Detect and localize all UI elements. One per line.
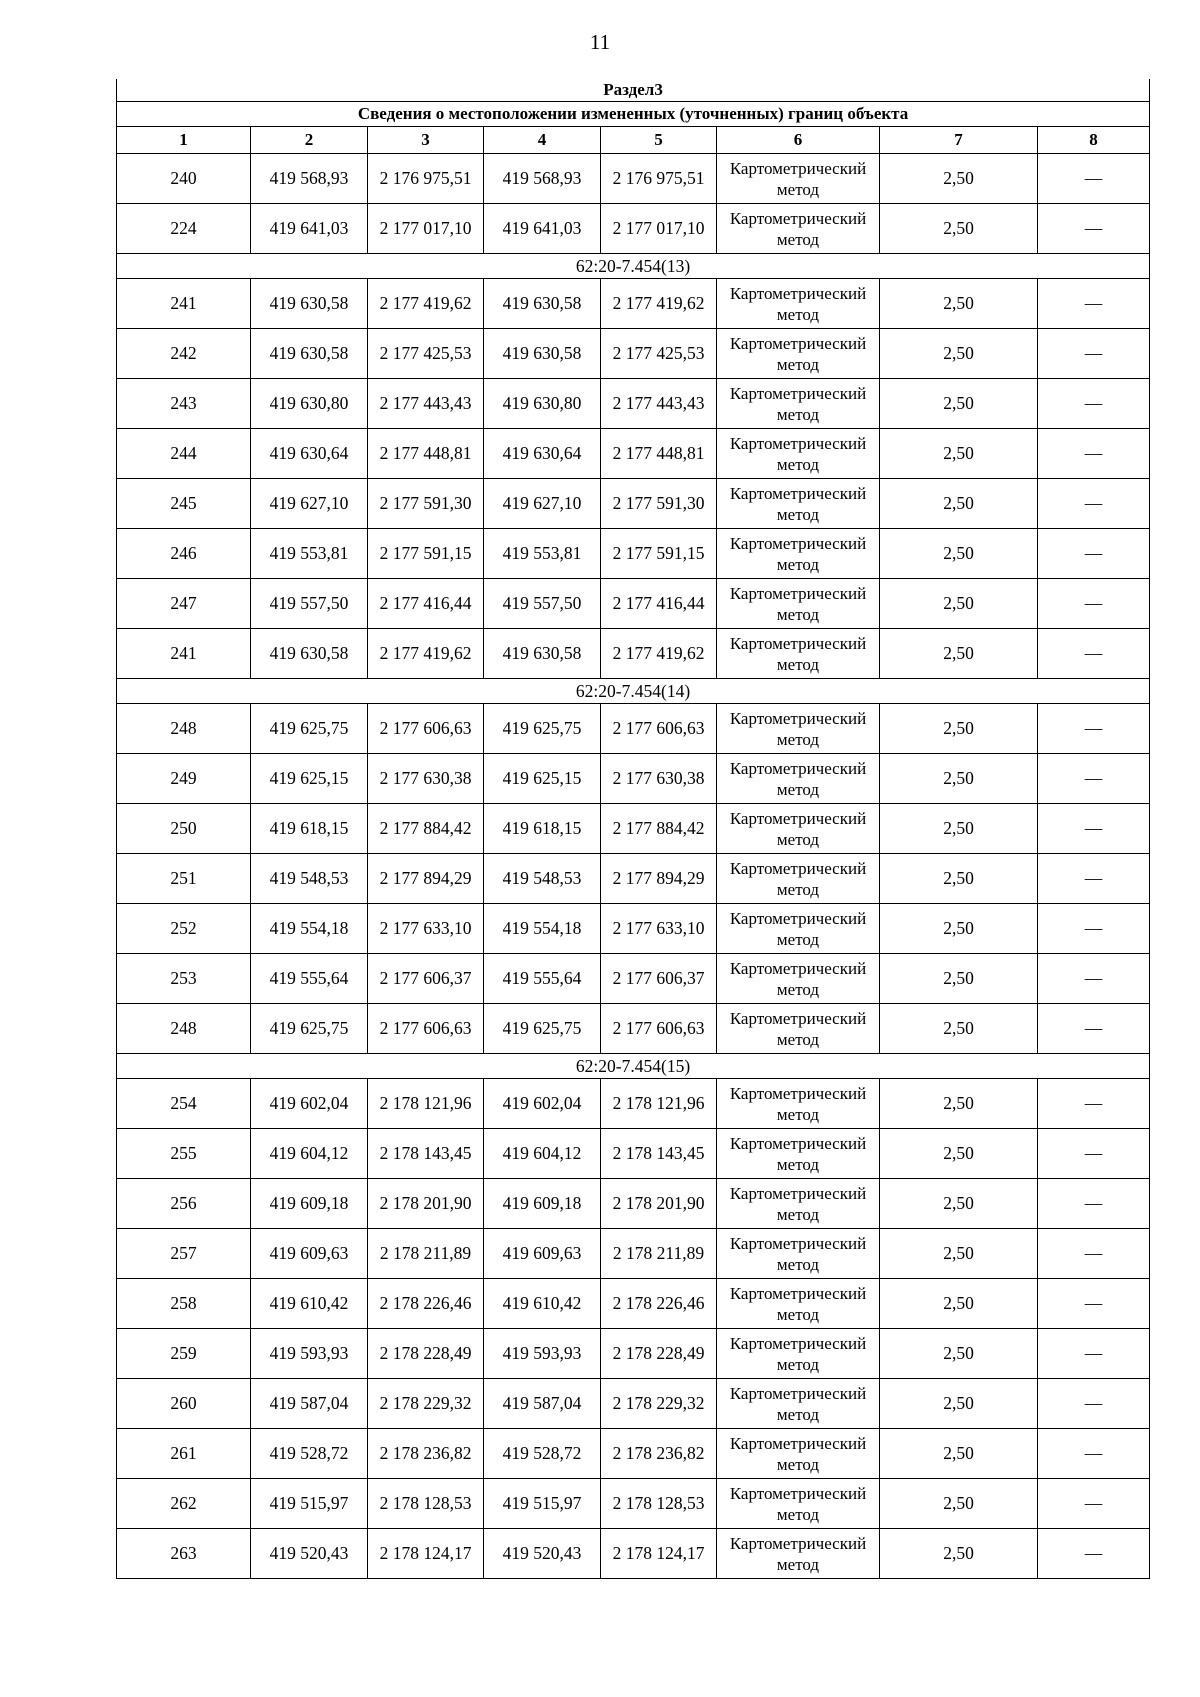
y-coordinate-refined: 2 177 017,10: [601, 204, 717, 254]
y-coordinate-refined: 2 178 226,46: [601, 1279, 717, 1329]
point-number: 259: [117, 1329, 251, 1379]
accuracy-value: 2,50: [880, 1229, 1038, 1279]
point-number: 249: [117, 754, 251, 804]
x-coordinate-refined: 419 618,15: [484, 804, 601, 854]
table-row: [117, 1329, 1150, 1379]
y-coordinate-existing: 2 177 633,10: [368, 904, 484, 954]
x-coordinate-existing: 419 641,03: [251, 204, 368, 254]
x-coordinate-existing: 419 604,12: [251, 1129, 368, 1179]
y-coordinate-existing: 2 177 884,42: [368, 804, 484, 854]
table-row: [117, 1079, 1150, 1129]
x-coordinate-refined: 419 554,18: [484, 904, 601, 954]
table-row: [117, 1179, 1150, 1229]
parcel-group-row: [117, 1054, 1150, 1079]
x-coordinate-refined: 419 568,93: [484, 154, 601, 204]
accuracy-value: 2,50: [880, 379, 1038, 429]
x-coordinate-existing: 419 602,04: [251, 1079, 368, 1129]
point-number: 257: [117, 1229, 251, 1279]
y-coordinate-refined: 2 178 128,53: [601, 1479, 717, 1529]
accuracy-value: 2,50: [880, 904, 1038, 954]
x-coordinate-refined: 419 625,75: [484, 1004, 601, 1054]
y-coordinate-refined: 2 177 416,44: [601, 579, 717, 629]
x-coordinate-refined: 419 610,42: [484, 1279, 601, 1329]
accuracy-value: 2,50: [880, 754, 1038, 804]
column-number: 3: [368, 127, 484, 154]
empty-marker: —: [1038, 1379, 1150, 1429]
table-row: [117, 804, 1150, 854]
x-coordinate-existing: 419 630,58: [251, 629, 368, 679]
y-coordinate-existing: 2 177 419,62: [368, 279, 484, 329]
y-coordinate-existing: 2 177 448,81: [368, 429, 484, 479]
y-coordinate-existing: 2 176 975,51: [368, 154, 484, 204]
y-coordinate-refined: 2 177 606,37: [601, 954, 717, 1004]
table-row: [117, 379, 1150, 429]
x-coordinate-refined: 419 625,75: [484, 704, 601, 754]
point-number: 263: [117, 1529, 251, 1579]
empty-marker: —: [1038, 379, 1150, 429]
x-coordinate-refined: 419 630,64: [484, 429, 601, 479]
accuracy-value: 2,50: [880, 1004, 1038, 1054]
x-coordinate-existing: 419 555,64: [251, 954, 368, 1004]
x-coordinate-existing: 419 625,15: [251, 754, 368, 804]
x-coordinate-refined: 419 625,15: [484, 754, 601, 804]
determination-method: Картометрический метод: [717, 704, 880, 754]
accuracy-value: 2,50: [880, 579, 1038, 629]
table-title: Сведения о местоположении измененных (уточненных) границ объекта: [117, 102, 1150, 127]
determination-method: Картометрический метод: [717, 154, 880, 204]
table-row: [117, 854, 1150, 904]
y-coordinate-refined: 2 178 143,45: [601, 1129, 717, 1179]
table-row: [117, 1279, 1150, 1329]
empty-marker: —: [1038, 1129, 1150, 1179]
column-number: 2: [251, 127, 368, 154]
determination-method: Картометрический метод: [717, 1229, 880, 1279]
x-coordinate-refined: 419 553,81: [484, 529, 601, 579]
table-row: [117, 579, 1150, 629]
point-number: 240: [117, 154, 251, 204]
point-number: 252: [117, 904, 251, 954]
y-coordinate-existing: 2 177 443,43: [368, 379, 484, 429]
determination-method: Картометрический метод: [717, 1529, 880, 1579]
y-coordinate-existing: 2 178 124,17: [368, 1529, 484, 1579]
point-number: 241: [117, 279, 251, 329]
x-coordinate-existing: 419 528,72: [251, 1429, 368, 1479]
y-coordinate-refined: 2 177 884,42: [601, 804, 717, 854]
empty-marker: —: [1038, 329, 1150, 379]
empty-marker: —: [1038, 204, 1150, 254]
determination-method: Картометрический метод: [717, 1329, 880, 1379]
point-number: 248: [117, 704, 251, 754]
determination-method: Картометрический метод: [717, 529, 880, 579]
table-row: [117, 479, 1150, 529]
y-coordinate-existing: 2 177 591,15: [368, 529, 484, 579]
section-title: Раздел3: [117, 79, 1150, 102]
x-coordinate-refined: 419 630,58: [484, 629, 601, 679]
x-coordinate-existing: 419 515,97: [251, 1479, 368, 1529]
determination-method: Картометрический метод: [717, 754, 880, 804]
x-coordinate-refined: 419 609,18: [484, 1179, 601, 1229]
x-coordinate-refined: 419 630,80: [484, 379, 601, 429]
point-number: 260: [117, 1379, 251, 1429]
y-coordinate-existing: 2 177 017,10: [368, 204, 484, 254]
empty-marker: —: [1038, 1479, 1150, 1529]
table-row: [117, 1529, 1150, 1579]
empty-marker: —: [1038, 854, 1150, 904]
determination-method: Картометрический метод: [717, 1479, 880, 1529]
determination-method: Картометрический метод: [717, 1129, 880, 1179]
empty-marker: —: [1038, 629, 1150, 679]
accuracy-value: 2,50: [880, 1379, 1038, 1429]
y-coordinate-existing: 2 177 606,37: [368, 954, 484, 1004]
empty-marker: —: [1038, 954, 1150, 1004]
y-coordinate-existing: 2 177 894,29: [368, 854, 484, 904]
y-coordinate-existing: 2 177 416,44: [368, 579, 484, 629]
column-number: 8: [1038, 127, 1150, 154]
table-row: [117, 1129, 1150, 1179]
accuracy-value: 2,50: [880, 1079, 1038, 1129]
x-coordinate-refined: 419 593,93: [484, 1329, 601, 1379]
table-body: [117, 154, 1150, 1579]
point-number: 224: [117, 204, 251, 254]
x-coordinate-refined: 419 630,58: [484, 279, 601, 329]
point-number: 262: [117, 1479, 251, 1529]
point-number: 242: [117, 329, 251, 379]
accuracy-value: 2,50: [880, 279, 1038, 329]
parcel-group-label: 62:20-7.454(13): [117, 254, 1150, 279]
column-number: 7: [880, 127, 1038, 154]
point-number: 261: [117, 1429, 251, 1479]
determination-method: Картометрический метод: [717, 1429, 880, 1479]
x-coordinate-refined: 419 555,64: [484, 954, 601, 1004]
determination-method: Картометрический метод: [717, 479, 880, 529]
column-number: 6: [717, 127, 880, 154]
determination-method: Картометрический метод: [717, 804, 880, 854]
x-coordinate-existing: 419 630,58: [251, 279, 368, 329]
section-title-row: [117, 79, 1150, 102]
accuracy-value: 2,50: [880, 1529, 1038, 1579]
empty-marker: —: [1038, 1229, 1150, 1279]
point-number: 254: [117, 1079, 251, 1129]
empty-marker: —: [1038, 1529, 1150, 1579]
y-coordinate-existing: 2 177 425,53: [368, 329, 484, 379]
y-coordinate-refined: 2 177 606,63: [601, 1004, 717, 1054]
table-row: [117, 429, 1150, 479]
x-coordinate-existing: 419 593,93: [251, 1329, 368, 1379]
x-coordinate-refined: 419 641,03: [484, 204, 601, 254]
empty-marker: —: [1038, 804, 1150, 854]
accuracy-value: 2,50: [880, 804, 1038, 854]
table-row: [117, 1379, 1150, 1429]
y-coordinate-refined: 2 178 211,89: [601, 1229, 717, 1279]
table-row: [117, 1429, 1150, 1479]
point-number: 246: [117, 529, 251, 579]
point-number: 248: [117, 1004, 251, 1054]
determination-method: Картометрический метод: [717, 1379, 880, 1429]
x-coordinate-refined: 419 515,97: [484, 1479, 601, 1529]
empty-marker: —: [1038, 1079, 1150, 1129]
point-number: 253: [117, 954, 251, 1004]
determination-method: Картометрический метод: [717, 1004, 880, 1054]
y-coordinate-existing: 2 178 143,45: [368, 1129, 484, 1179]
accuracy-value: 2,50: [880, 204, 1038, 254]
x-coordinate-existing: 419 520,43: [251, 1529, 368, 1579]
x-coordinate-refined: 419 520,43: [484, 1529, 601, 1579]
x-coordinate-refined: 419 528,72: [484, 1429, 601, 1479]
y-coordinate-existing: 2 178 121,96: [368, 1079, 484, 1129]
y-coordinate-refined: 2 176 975,51: [601, 154, 717, 204]
y-coordinate-existing: 2 178 236,82: [368, 1429, 484, 1479]
x-coordinate-existing: 419 630,80: [251, 379, 368, 429]
page-number: 11: [589, 30, 611, 54]
x-coordinate-refined: 419 630,58: [484, 329, 601, 379]
determination-method: Картометрический метод: [717, 579, 880, 629]
empty-marker: —: [1038, 529, 1150, 579]
y-coordinate-refined: 2 177 448,81: [601, 429, 717, 479]
point-number: 255: [117, 1129, 251, 1179]
determination-method: Картометрический метод: [717, 279, 880, 329]
x-coordinate-existing: 419 625,75: [251, 704, 368, 754]
x-coordinate-existing: 419 554,18: [251, 904, 368, 954]
determination-method: Картометрический метод: [717, 429, 880, 479]
parcel-group-row: [117, 254, 1150, 279]
y-coordinate-existing: 2 177 606,63: [368, 704, 484, 754]
empty-marker: —: [1038, 1329, 1150, 1379]
point-number: 243: [117, 379, 251, 429]
determination-method: Картометрический метод: [717, 1079, 880, 1129]
accuracy-value: 2,50: [880, 1279, 1038, 1329]
point-number: 250: [117, 804, 251, 854]
accuracy-value: 2,50: [880, 1329, 1038, 1379]
accuracy-value: 2,50: [880, 329, 1038, 379]
x-coordinate-refined: 419 627,10: [484, 479, 601, 529]
accuracy-value: 2,50: [880, 1429, 1038, 1479]
x-coordinate-existing: 419 625,75: [251, 1004, 368, 1054]
empty-marker: —: [1038, 1429, 1150, 1479]
y-coordinate-refined: 2 177 591,15: [601, 529, 717, 579]
point-number: 247: [117, 579, 251, 629]
x-coordinate-refined: 419 557,50: [484, 579, 601, 629]
table-row: [117, 954, 1150, 1004]
x-coordinate-existing: 419 548,53: [251, 854, 368, 904]
point-number: 251: [117, 854, 251, 904]
determination-method: Картометрический метод: [717, 204, 880, 254]
y-coordinate-refined: 2 177 425,53: [601, 329, 717, 379]
point-number: 244: [117, 429, 251, 479]
empty-marker: —: [1038, 154, 1150, 204]
table-row: [117, 1004, 1150, 1054]
x-coordinate-refined: 419 587,04: [484, 1379, 601, 1429]
x-coordinate-existing: 419 557,50: [251, 579, 368, 629]
y-coordinate-refined: 2 178 229,32: [601, 1379, 717, 1429]
table-row: [117, 279, 1150, 329]
y-coordinate-existing: 2 178 228,49: [368, 1329, 484, 1379]
point-number: 258: [117, 1279, 251, 1329]
boundary-coordinates-table: [116, 79, 1150, 1579]
y-coordinate-existing: 2 178 229,32: [368, 1379, 484, 1429]
accuracy-value: 2,50: [880, 954, 1038, 1004]
table-row: [117, 1479, 1150, 1529]
y-coordinate-existing: 2 178 128,53: [368, 1479, 484, 1529]
parcel-group-row: [117, 679, 1150, 704]
y-coordinate-refined: 2 177 894,29: [601, 854, 717, 904]
accuracy-value: 2,50: [880, 479, 1038, 529]
y-coordinate-refined: 2 177 443,43: [601, 379, 717, 429]
table-row: [117, 754, 1150, 804]
y-coordinate-refined: 2 177 419,62: [601, 279, 717, 329]
empty-marker: —: [1038, 1004, 1150, 1054]
y-coordinate-existing: 2 178 211,89: [368, 1229, 484, 1279]
determination-method: Картометрический метод: [717, 629, 880, 679]
x-coordinate-existing: 419 627,10: [251, 479, 368, 529]
accuracy-value: 2,50: [880, 1129, 1038, 1179]
y-coordinate-refined: 2 177 591,30: [601, 479, 717, 529]
empty-marker: —: [1038, 754, 1150, 804]
x-coordinate-existing: 419 609,63: [251, 1229, 368, 1279]
accuracy-value: 2,50: [880, 629, 1038, 679]
x-coordinate-refined: 419 548,53: [484, 854, 601, 904]
x-coordinate-existing: 419 630,58: [251, 329, 368, 379]
y-coordinate-existing: 2 177 591,30: [368, 479, 484, 529]
empty-marker: —: [1038, 579, 1150, 629]
table-title-row: [117, 102, 1150, 127]
y-coordinate-refined: 2 177 630,38: [601, 754, 717, 804]
y-coordinate-refined: 2 177 419,62: [601, 629, 717, 679]
accuracy-value: 2,50: [880, 1479, 1038, 1529]
x-coordinate-existing: 419 610,42: [251, 1279, 368, 1329]
x-coordinate-existing: 419 553,81: [251, 529, 368, 579]
x-coordinate-refined: 419 604,12: [484, 1129, 601, 1179]
x-coordinate-existing: 419 568,93: [251, 154, 368, 204]
y-coordinate-existing: 2 178 226,46: [368, 1279, 484, 1329]
empty-marker: —: [1038, 1279, 1150, 1329]
table-row: [117, 204, 1150, 254]
y-coordinate-refined: 2 178 228,49: [601, 1329, 717, 1379]
table-row: [117, 1229, 1150, 1279]
parcel-group-label: 62:20-7.454(15): [117, 1054, 1150, 1079]
determination-method: Картометрический метод: [717, 329, 880, 379]
column-number: 1: [117, 127, 251, 154]
empty-marker: —: [1038, 704, 1150, 754]
point-number: 256: [117, 1179, 251, 1229]
y-coordinate-existing: 2 177 606,63: [368, 1004, 484, 1054]
x-coordinate-existing: 419 618,15: [251, 804, 368, 854]
empty-marker: —: [1038, 1179, 1150, 1229]
table-row: [117, 529, 1150, 579]
determination-method: Картометрический метод: [717, 954, 880, 1004]
empty-marker: —: [1038, 479, 1150, 529]
table-row: [117, 704, 1150, 754]
x-coordinate-refined: 419 602,04: [484, 1079, 601, 1129]
y-coordinate-existing: 2 177 630,38: [368, 754, 484, 804]
determination-method: Картометрический метод: [717, 1179, 880, 1229]
table-row: [117, 329, 1150, 379]
accuracy-value: 2,50: [880, 154, 1038, 204]
x-coordinate-refined: 419 609,63: [484, 1229, 601, 1279]
accuracy-value: 2,50: [880, 529, 1038, 579]
point-number: 245: [117, 479, 251, 529]
determination-method: Картометрический метод: [717, 854, 880, 904]
accuracy-value: 2,50: [880, 704, 1038, 754]
y-coordinate-existing: 2 178 201,90: [368, 1179, 484, 1229]
accuracy-value: 2,50: [880, 854, 1038, 904]
x-coordinate-existing: 419 587,04: [251, 1379, 368, 1429]
column-number: 5: [601, 127, 717, 154]
table-row: [117, 154, 1150, 204]
determination-method: Картометрический метод: [717, 1279, 880, 1329]
point-number: 241: [117, 629, 251, 679]
empty-marker: —: [1038, 279, 1150, 329]
y-coordinate-refined: 2 177 606,63: [601, 704, 717, 754]
x-coordinate-existing: 419 630,64: [251, 429, 368, 479]
column-number: 4: [484, 127, 601, 154]
table-row: [117, 904, 1150, 954]
table-row: [117, 629, 1150, 679]
y-coordinate-refined: 2 178 124,17: [601, 1529, 717, 1579]
empty-marker: —: [1038, 429, 1150, 479]
accuracy-value: 2,50: [880, 429, 1038, 479]
empty-marker: —: [1038, 904, 1150, 954]
y-coordinate-refined: 2 177 633,10: [601, 904, 717, 954]
y-coordinate-refined: 2 178 121,96: [601, 1079, 717, 1129]
x-coordinate-existing: 419 609,18: [251, 1179, 368, 1229]
y-coordinate-existing: 2 177 419,62: [368, 629, 484, 679]
determination-method: Картометрический метод: [717, 379, 880, 429]
y-coordinate-refined: 2 178 236,82: [601, 1429, 717, 1479]
determination-method: Картометрический метод: [717, 904, 880, 954]
column-number-row: [117, 127, 1150, 154]
parcel-group-label: 62:20-7.454(14): [117, 679, 1150, 704]
y-coordinate-refined: 2 178 201,90: [601, 1179, 717, 1229]
accuracy-value: 2,50: [880, 1179, 1038, 1229]
